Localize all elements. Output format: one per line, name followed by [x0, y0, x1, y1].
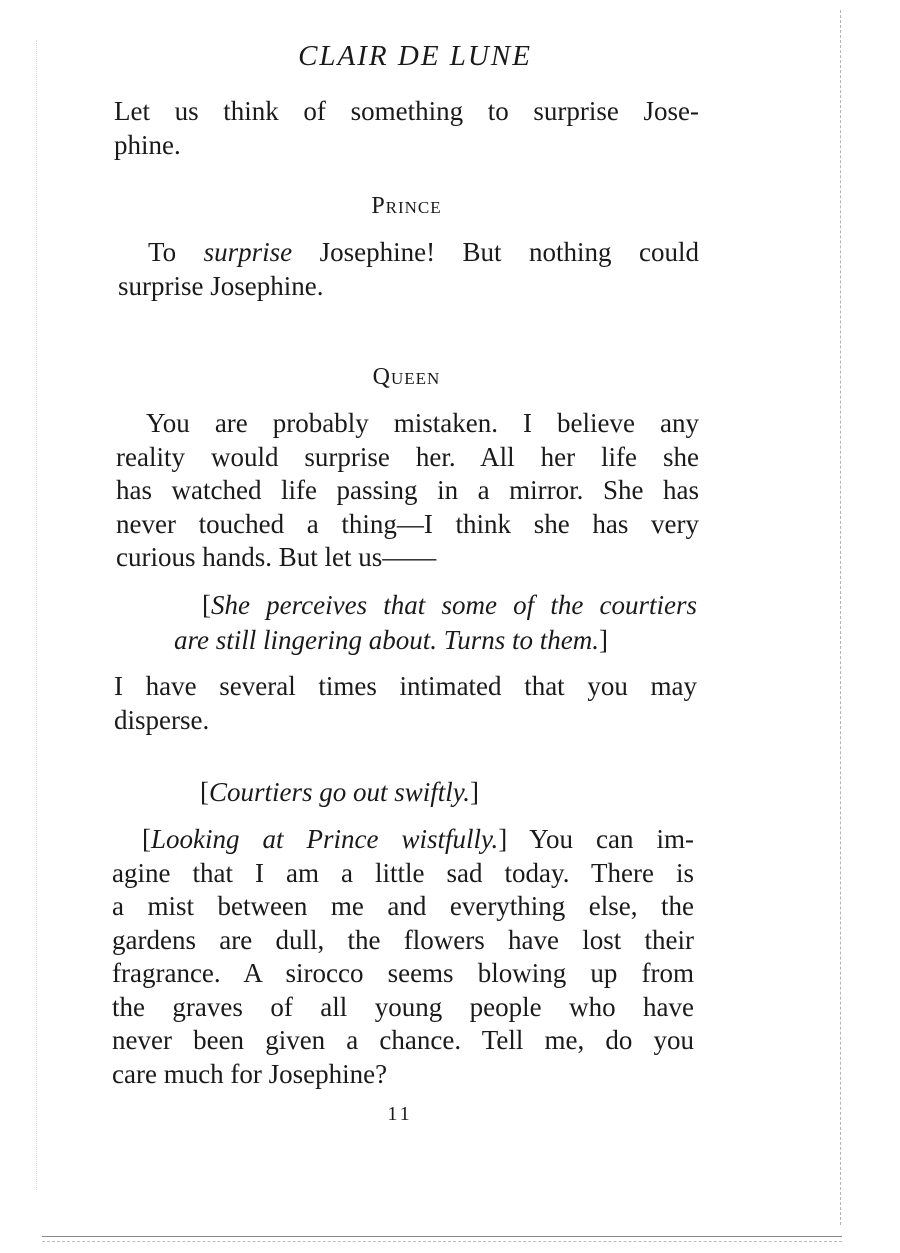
queen-dismissal [114, 670, 697, 737]
text-fragment: Josephine! But nothing could [292, 237, 699, 267]
text-line: agine that I am a little sad today. There is [112, 857, 694, 888]
page-edge-left [36, 40, 37, 1190]
text-line: never touched a thing—I think she has very [116, 508, 699, 539]
text-line: has watched life passing in a mirror. She has [116, 475, 699, 505]
text-line: You are probably mistaken. I believe any [146, 408, 699, 438]
text-line [112, 823, 694, 857]
stage-line [200, 775, 479, 810]
stage-text: She perceives that some of the courtiers [211, 590, 697, 620]
bracket: ] [599, 625, 609, 655]
stage-direction-courtiers [174, 588, 697, 658]
bracket: ] [498, 824, 508, 854]
text-line [118, 236, 699, 270]
text-line: Let us think of something to surprise Jose- [114, 96, 699, 126]
queen-speech [116, 407, 699, 575]
text-fragment: You can im- [507, 824, 694, 854]
emphasis: surprise [203, 237, 293, 267]
text-line: reality would surprise her. All her life she [116, 441, 699, 472]
bracket: [ [202, 590, 211, 620]
text-line: disperse. [114, 704, 210, 735]
stage-text: are still lingering about. Turns to them. [174, 625, 600, 655]
text-line: phine. [114, 129, 181, 160]
text-line: the graves of all young people who have [112, 991, 694, 1022]
text-line: gardens are dull, the flowers have lost their [112, 924, 694, 955]
stage-line [174, 623, 697, 658]
bracket: [ [142, 824, 151, 854]
running-header: CLAIR DE LUNE [298, 40, 532, 72]
page-number: 11 [387, 1103, 413, 1125]
page-edge-right [840, 10, 841, 1225]
page-edge-bottom-dashed [42, 1241, 842, 1242]
text-line: a mist between me and everything else, the [112, 891, 694, 921]
opening-speech [114, 95, 699, 162]
page-edge-bottom [42, 1236, 842, 1237]
prince-speech [118, 236, 699, 303]
text-line: I have several times intimated that you may [114, 671, 697, 701]
bracket: [ [200, 777, 209, 807]
stage-direction-exit [200, 775, 479, 810]
text-line: surprise Josephine. [118, 270, 324, 301]
speaker-prince: Prince [371, 193, 442, 219]
text-line: care much for Josephine? [112, 1058, 388, 1089]
stage-text: Courtiers go out swiftly. [209, 777, 471, 807]
speaker-queen: Queen [372, 364, 441, 390]
bracket: ] [470, 777, 480, 807]
text-line: fragrance. A sirocco seems blowing up from [112, 958, 694, 988]
text-line: never been given a chance. Tell me, do you [112, 1025, 694, 1055]
text-fragment: To [148, 237, 204, 267]
queen-final-speech [112, 823, 694, 1091]
text-line: curious hands. But let us—— [116, 542, 437, 572]
stage-text: Looking at Prince wistfully. [151, 824, 499, 854]
stage-line [202, 588, 697, 623]
